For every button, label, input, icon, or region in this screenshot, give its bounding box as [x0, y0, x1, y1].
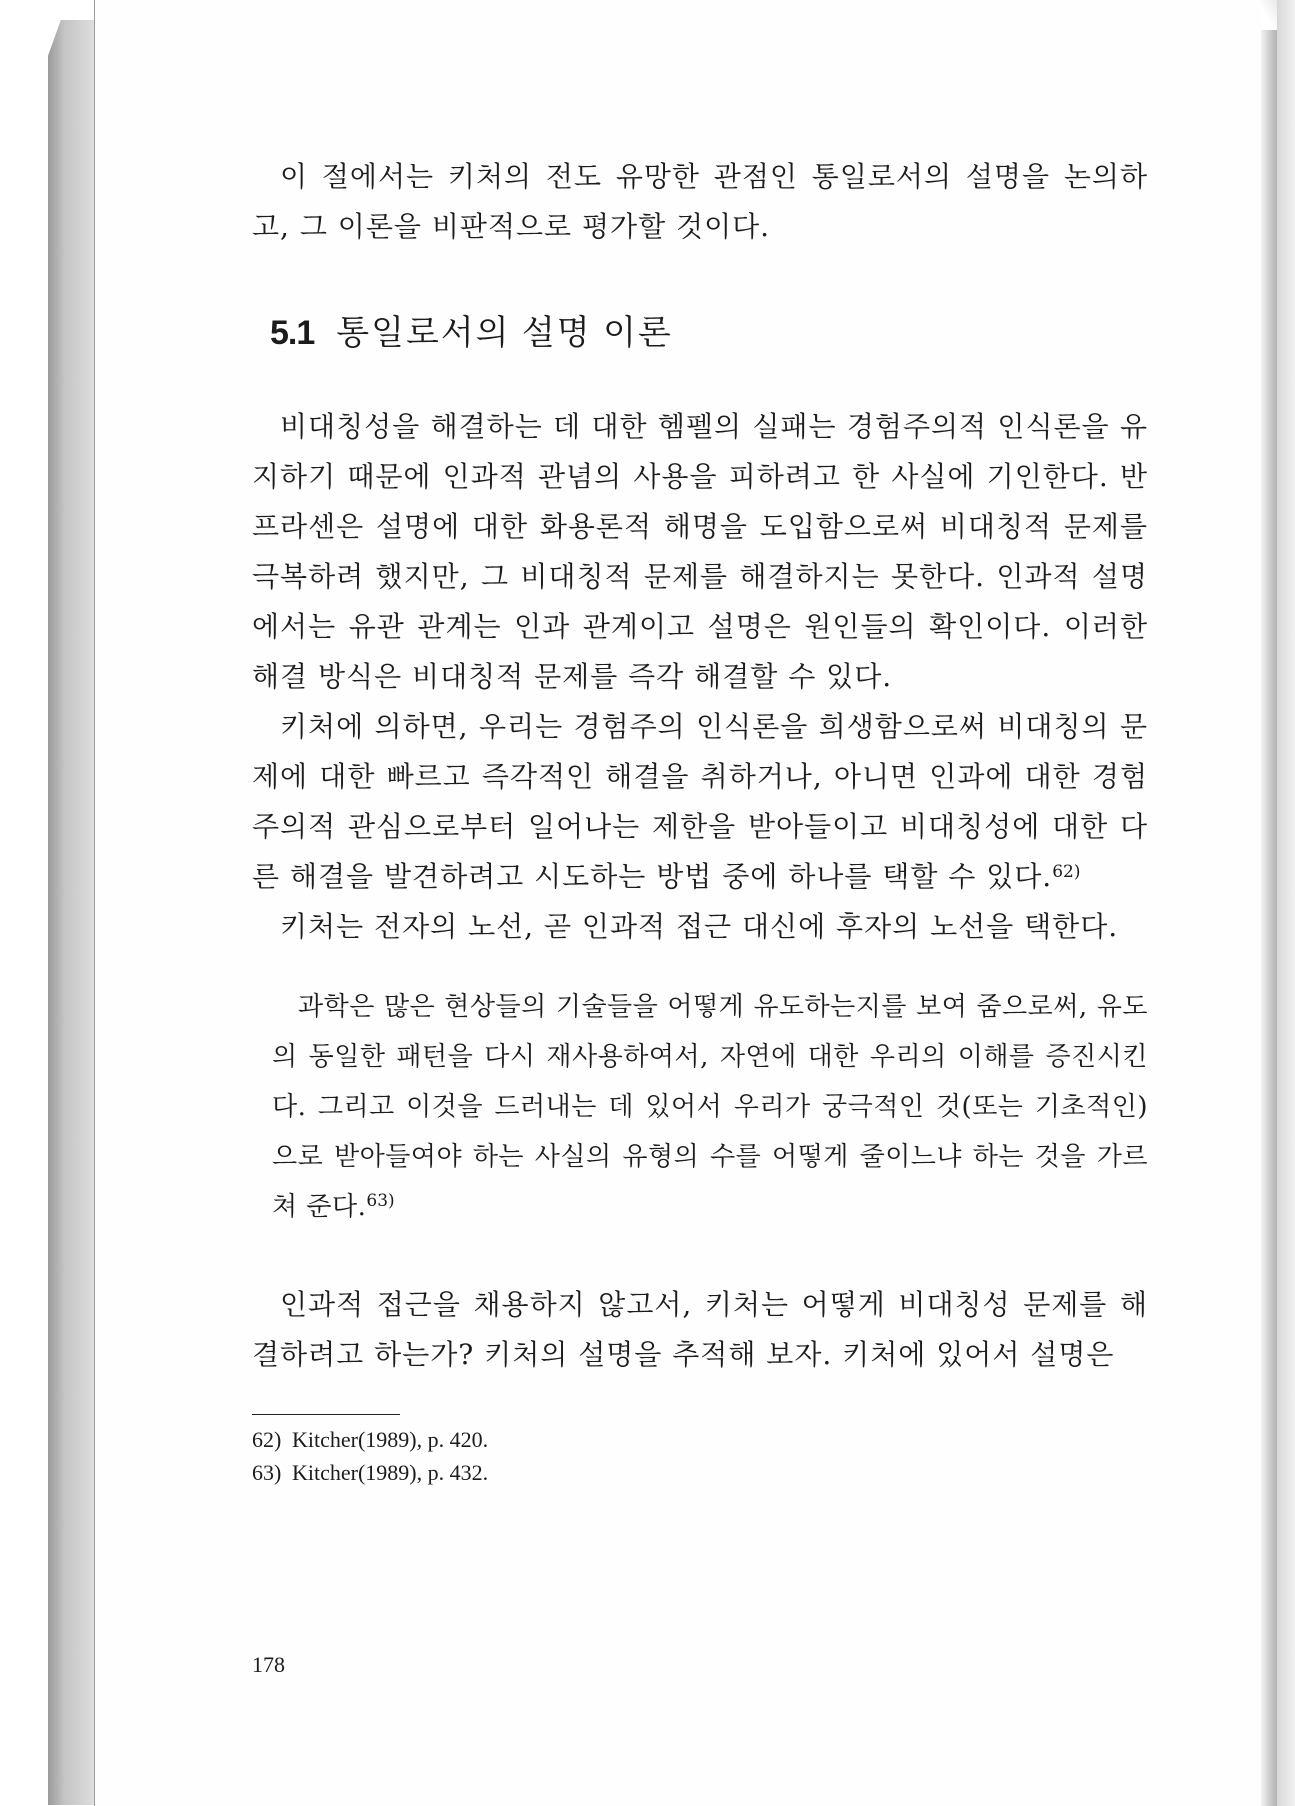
footnote-item [252, 1456, 1148, 1489]
footnotes [252, 1423, 1148, 1489]
body-paragraph-1: 비대칭성을 해결하는 데 대한 헴펠의 실패는 경험주의적 인식론을 유지하기 때문에 인과적 관념의 사용을 피하려고 한 사실에 기인한다. 반 프라센은 설명에 대한 화용론적 해명을 도입함으로써 비대칭적 문제를 극복하려 했지만, 그 비대칭적 문제를 해결하지는 못한다. 인과적 설명에서는 유관 관계는 인과 관계이고 설명은 원인들의 확인이다. 이러한 해결 방식은 비대칭적 문제를 즉각 해결할 수 있다. [252, 410, 1148, 693]
block-quote [272, 982, 1148, 1232]
footnote-ref-63: 63) [366, 1191, 395, 1211]
footnote-divider [252, 1414, 400, 1415]
footnote-number: 62) [252, 1427, 282, 1452]
page-shadow [1277, 0, 1295, 1806]
intro-paragraph: 이 절에서는 키처의 전도 유망한 관점인 통일로서의 설명을 논의하고, 그 이론을 비판적으로 평가할 것이다. [252, 160, 1148, 243]
section-heading [270, 308, 1148, 358]
page-number: 178 [252, 1652, 285, 1677]
body-paragraph-2-text: 키처에 의하면, 우리는 경험주의 인식론을 희생함으로써 비대칭의 문제에 대한 빠르고 즉각적인 해결을 취하거나, 아니면 인과에 대한 경험주의적 관심으로부터 일어나는 제한을 받아들이고 비대칭성에 대한 다른 해결을 발견하려고 시도하는 방법 중에 하나를 택할 수 있다. [252, 710, 1148, 893]
footnote-text: Kitcher(1989), p. 420. [292, 1427, 489, 1452]
footnote-ref-62: 62) [1052, 862, 1081, 882]
book-spine [48, 20, 94, 1805]
footnote-item [252, 1423, 1148, 1456]
body-paragraph-4: 인과적 접근을 채용하지 않고서, 키처는 어떻게 비대칭성 문제를 해결하려고 하는가? 키처의 설명을 추적해 보자. 키처에 있어서 설명은 [252, 1288, 1148, 1371]
footnote-text: Kitcher(1989), p. 432. [292, 1460, 489, 1485]
block-quote-text: 과학은 많은 현상들의 기술들을 어떻게 유도하는지를 보여 줌으로써, 유도의 동일한 패턴을 다시 재사용하여서, 자연에 대한 우리의 이해를 증진시킨다. 그리고 이것을 드러내는 데 있어서 우리가 궁극적인 것(또는 기초적인)으로 받아들여야 하는 사실의 유형의 수를 어떻게 줄이느냐 하는 것을 가르쳐 준다. [272, 992, 1148, 1222]
page-content [252, 152, 1148, 1489]
section-number: 5.1 [270, 314, 315, 352]
body-paragraph-2 [252, 702, 1148, 902]
section-title: 통일로서의 설명 이론 [336, 314, 673, 352]
footnote-number: 63) [252, 1460, 282, 1485]
page-edge [1261, 0, 1277, 1806]
body-paragraph-3: 키처는 전자의 노선, 곧 인과적 접근 대신에 후자의 노선을 택한다. [280, 910, 1119, 943]
